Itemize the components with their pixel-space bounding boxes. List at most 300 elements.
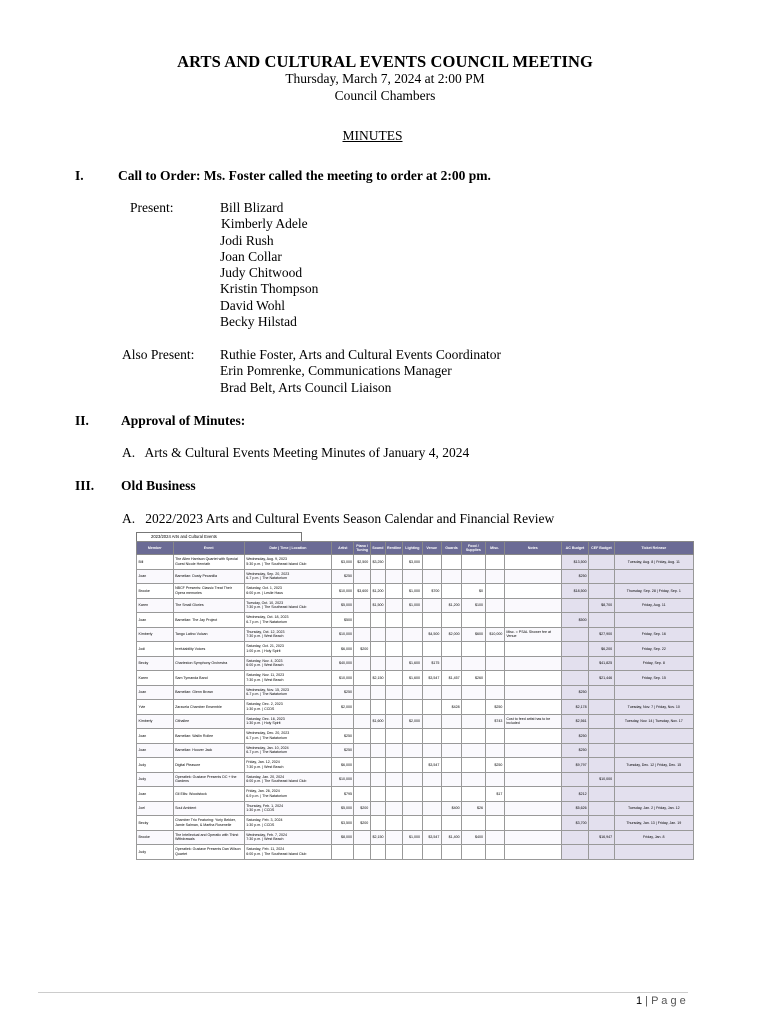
table-cell: $8,700	[589, 598, 614, 613]
table-cell	[589, 787, 614, 802]
table-cell: $5,000	[332, 801, 354, 816]
table-cell	[403, 700, 422, 715]
table-cell: $17	[485, 787, 504, 802]
footer-divider	[38, 992, 688, 993]
table-cell: Barnelian: Glenn Brown	[173, 685, 244, 700]
table-cell: $1,457	[441, 671, 461, 686]
table-row	[137, 569, 694, 584]
table-cell	[370, 656, 385, 671]
table-cell: $250	[332, 685, 354, 700]
table-cell	[462, 569, 485, 584]
table-cell: $3,000	[332, 555, 354, 570]
table-cell: Cithallee	[173, 714, 244, 729]
table-cell	[403, 801, 422, 816]
table-cell	[370, 801, 385, 816]
table-cell	[385, 787, 402, 802]
table-cell	[589, 584, 614, 599]
section-2-item-a: A. Arts & Cultural Events Meeting Minutes of January 4, 2024	[122, 445, 470, 460]
table-cell	[462, 787, 485, 802]
table-cell	[614, 569, 693, 584]
present-name: Joan Collar	[220, 248, 282, 264]
table-cell: $200	[354, 801, 370, 816]
table-cell	[403, 569, 422, 584]
meeting-datetime: Thursday, March 7, 2024 at 2:00 PM	[285, 71, 485, 86]
table-cell	[561, 656, 588, 671]
table-cell: $27,900	[589, 627, 614, 642]
table-cell: $250	[485, 758, 504, 773]
table-row	[137, 555, 694, 570]
section-1-title: Call to Order: Ms. Foster called the meeting to order at 2:00 pm.	[118, 168, 491, 183]
table-cell	[441, 584, 461, 599]
table-cell	[462, 656, 485, 671]
table-cell	[403, 743, 422, 758]
table-cell: Operatiek: Gustave Presents Dan Wilson Quartet	[173, 845, 244, 860]
table-row	[137, 714, 694, 729]
table-cell: $3,547	[422, 830, 441, 845]
table-cell: Kimberly	[137, 627, 174, 642]
table-cell: $2,150	[370, 830, 385, 845]
also-present-name: Brad Belt, Arts Council Liaison	[220, 379, 392, 395]
table-cell	[403, 685, 422, 700]
table-cell: $212	[561, 787, 588, 802]
table-cell: Friday, Jan. 26, 2024 6-9 p.m. | The Natatorium	[244, 787, 331, 802]
table-cell	[385, 613, 402, 628]
table-cell	[422, 555, 441, 570]
table-cell: Saturday, Feb. 3, 2024 1:30 p.m. | CCDS	[244, 816, 331, 831]
table-cell	[504, 598, 561, 613]
table-cell	[354, 729, 370, 744]
table-cell	[403, 642, 422, 657]
table-cell	[504, 743, 561, 758]
table-cell	[441, 787, 461, 802]
table-cell	[370, 845, 385, 860]
table-row	[137, 627, 694, 642]
table-cell: $250	[332, 743, 354, 758]
table-cell: $9,797	[561, 758, 588, 773]
column-header: Rentline	[385, 542, 402, 555]
table-cell: Operatiek: Gustave Presents DC + the Gardens	[173, 772, 244, 787]
table-cell	[485, 729, 504, 744]
table-cell	[485, 772, 504, 787]
table-cell: Joel	[137, 801, 174, 816]
table-row	[137, 729, 694, 744]
table-cell	[370, 743, 385, 758]
table-cell: Saturday, Dec. 2, 2023 1:30 p.m. | CCDS	[244, 700, 331, 715]
table-cell: Tuesday, Jan. 2 | Friday, Jan. 12	[614, 801, 693, 816]
table-cell	[354, 700, 370, 715]
table-cell: $250	[561, 569, 588, 584]
table-cell	[370, 569, 385, 584]
table-cell	[561, 830, 588, 845]
table-cell	[504, 816, 561, 831]
column-header: Guards	[441, 542, 461, 555]
table-cell	[589, 569, 614, 584]
table-cell: $100	[462, 598, 485, 613]
also-present-list	[220, 347, 501, 396]
table-row	[137, 758, 694, 773]
table-cell	[385, 816, 402, 831]
table-cell	[354, 598, 370, 613]
table-cell: $2,000	[332, 700, 354, 715]
table-cell: $10,000	[332, 671, 354, 686]
table-cell: $175	[422, 656, 441, 671]
table-cell	[441, 613, 461, 628]
column-header: Member	[137, 542, 174, 555]
table-cell	[504, 801, 561, 816]
table-cell	[462, 845, 485, 860]
table-cell: Joan	[137, 729, 174, 744]
table-cell	[385, 671, 402, 686]
table-row	[137, 801, 694, 816]
events-table-wrapper	[136, 532, 694, 860]
table-cell	[504, 671, 561, 686]
table-cell: The Allen Harrison Quartet with Special Guest Nicole Henriath	[173, 555, 244, 570]
table-cell	[354, 685, 370, 700]
table-cell: $250	[332, 569, 354, 584]
column-header: Venue	[422, 542, 441, 555]
table-cell	[422, 598, 441, 613]
table-cell	[485, 584, 504, 599]
table-cell	[441, 772, 461, 787]
table-cell	[504, 845, 561, 860]
table-cell: Friday, Sep. 22	[614, 642, 693, 657]
table-cell	[422, 714, 441, 729]
table-cell	[403, 787, 422, 802]
table-row	[137, 671, 694, 686]
table-cell	[354, 758, 370, 773]
table-cell	[354, 743, 370, 758]
table-cell: Saturday, Feb. 11, 2024 6:00 p.m. | The Southeast Island Club	[244, 845, 331, 860]
table-cell	[370, 816, 385, 831]
table-cell: $10,000	[589, 772, 614, 787]
table-cell: $1,000	[403, 598, 422, 613]
table-row	[137, 613, 694, 628]
table-cell	[441, 642, 461, 657]
table-cell: Wednesday, Jan. 10, 2024 6-7 p.m. | The Natatorium	[244, 743, 331, 758]
table-cell: $1,200	[370, 584, 385, 599]
table-cell: $400	[462, 830, 485, 845]
table-row	[137, 584, 694, 599]
table-cell: $1,600	[403, 656, 422, 671]
table-cell: $3,547	[422, 758, 441, 773]
table-cell: $600	[462, 627, 485, 642]
table-cell: Judy	[137, 845, 174, 860]
column-header: Misc.	[485, 542, 504, 555]
table-cell: Soul Ambient	[173, 801, 244, 816]
table-cell: Friday, Sep. 16	[614, 627, 693, 642]
table-cell: Irrefutability Voices	[173, 642, 244, 657]
table-cell: $13,500	[561, 555, 588, 570]
table-cell	[354, 671, 370, 686]
table-cell	[561, 598, 588, 613]
table-cell: Wednesday, Dec. 20, 2023 6-7 p.m. | The Natatorium	[244, 729, 331, 744]
column-header: Sound	[370, 542, 385, 555]
table-cell	[332, 845, 354, 860]
table-cell: $250	[561, 685, 588, 700]
table-cell: Zarzuela Chamber Ensemble	[173, 700, 244, 715]
table-cell	[462, 714, 485, 729]
table-cell	[462, 758, 485, 773]
table-cell	[485, 569, 504, 584]
table-cell	[370, 642, 385, 657]
table-cell: $743	[485, 714, 504, 729]
table-row	[137, 685, 694, 700]
table-cell	[354, 772, 370, 787]
table-cell	[504, 758, 561, 773]
table-cell: Saturday, Nov. 11, 2023 7:30 p.m. | West Beach	[244, 671, 331, 686]
table-cell: $10,000	[332, 772, 354, 787]
table-cell	[370, 787, 385, 802]
table-cell	[441, 758, 461, 773]
table-cell: Judy	[137, 758, 174, 773]
column-header: Food / Supplies	[462, 542, 485, 555]
also-present-name: Erin Pomrenke, Communications Manager	[220, 363, 452, 379]
table-cell	[422, 569, 441, 584]
table-cell	[385, 584, 402, 599]
table-cell	[462, 685, 485, 700]
table-cell: $3,547	[422, 671, 441, 686]
table-row	[137, 700, 694, 715]
table-cell: $6,200	[589, 642, 614, 657]
table-cell	[370, 627, 385, 642]
table-cell	[589, 613, 614, 628]
table-cell: $10,000	[332, 584, 354, 599]
table-cell	[385, 743, 402, 758]
table-cell	[504, 642, 561, 657]
table-cell	[589, 555, 614, 570]
table-cell	[354, 830, 370, 845]
table-cell	[485, 642, 504, 657]
also-present-label: Also Present:	[122, 347, 195, 362]
table-cell: Saturday, Nov. 4, 2023 6:00 p.m. | West Beach	[244, 656, 331, 671]
minutes-heading: MINUTES	[342, 128, 403, 143]
table-cell	[485, 830, 504, 845]
table-cell	[422, 729, 441, 744]
table-cell	[589, 743, 614, 758]
table-cell: $0	[462, 584, 485, 599]
table-cell: Joan	[137, 743, 174, 758]
table-cell	[385, 700, 402, 715]
table-cell: Jodi	[137, 642, 174, 657]
table-cell	[485, 656, 504, 671]
table-cell	[589, 729, 614, 744]
table-cell	[589, 758, 614, 773]
present-name: Bill Blizard	[220, 200, 284, 215]
events-table-caption: 2023/2024 Arts and Cultural Events	[136, 532, 302, 541]
table-cell	[485, 598, 504, 613]
table-cell	[403, 845, 422, 860]
table-cell	[462, 642, 485, 657]
table-cell: Thursday, Feb. 1, 2024 1:30 p.m. | CCDS	[244, 801, 331, 816]
table-cell	[370, 700, 385, 715]
table-cell: $200	[354, 642, 370, 657]
table-cell	[403, 772, 422, 787]
table-cell	[422, 816, 441, 831]
column-header: Lighting	[403, 542, 422, 555]
table-cell	[370, 758, 385, 773]
section-3-number: III.	[75, 478, 95, 493]
table-cell: $4,500	[422, 627, 441, 642]
table-cell	[589, 700, 614, 715]
table-cell	[354, 845, 370, 860]
table-cell	[403, 729, 422, 744]
table-row	[137, 816, 694, 831]
table-cell: $2,000	[403, 714, 422, 729]
table-cell	[462, 816, 485, 831]
table-row	[137, 642, 694, 657]
table-cell: Saturday, Oct. 1, 2023 6:00 p.m. | Leslie Haus	[244, 584, 331, 599]
table-cell: Brooke	[137, 584, 174, 599]
table-cell: Friday, Jan. 8	[614, 830, 693, 845]
table-cell: The Intellectual and Operatic with Thirst Withdrawals	[173, 830, 244, 845]
table-cell: $700	[422, 584, 441, 599]
table-cell	[422, 772, 441, 787]
table-cell: $1,600	[370, 714, 385, 729]
table-cell: $400	[441, 801, 461, 816]
table-cell	[370, 729, 385, 744]
table-cell	[422, 642, 441, 657]
table-cell: $428	[441, 700, 461, 715]
table-cell	[403, 816, 422, 831]
also-present-name: Ruthie Foster, Arts and Cultural Events Coordinator	[220, 347, 502, 362]
table-cell	[422, 743, 441, 758]
table-cell	[504, 700, 561, 715]
table-cell: $6,000	[332, 642, 354, 657]
table-cell	[614, 845, 693, 860]
table-row	[137, 772, 694, 787]
table-row	[137, 743, 694, 758]
table-cell	[561, 845, 588, 860]
table-cell	[462, 772, 485, 787]
table-cell: Joan	[137, 569, 174, 584]
table-cell: Bill	[137, 555, 174, 570]
table-cell: $250	[332, 729, 354, 744]
table-cell: Friday, Aug. 11	[614, 598, 693, 613]
table-cell	[441, 714, 461, 729]
table-cell: Tuesday, Dec. 12 | Friday, Dec. 15	[614, 758, 693, 773]
present-list	[220, 200, 318, 330]
section-1-number: I.	[75, 168, 84, 183]
table-cell	[403, 627, 422, 642]
table-cell	[485, 613, 504, 628]
table-cell: Friday, Sep. 8	[614, 656, 693, 671]
table-cell	[385, 656, 402, 671]
table-cell: $1,000	[403, 830, 422, 845]
table-cell: Karen	[137, 671, 174, 686]
table-cell: $21,446	[589, 671, 614, 686]
table-cell: $16,947	[589, 830, 614, 845]
table-cell: $6,000	[332, 758, 354, 773]
table-row	[137, 656, 694, 671]
column-header: Artist	[332, 542, 354, 555]
table-cell: $1,400	[441, 830, 461, 845]
table-cell: Cost to feed artist has to be included	[504, 714, 561, 729]
table-cell: $3,000	[403, 555, 422, 570]
table-cell	[441, 555, 461, 570]
table-cell	[485, 845, 504, 860]
table-cell: $2,150	[370, 671, 385, 686]
table-cell	[385, 758, 402, 773]
column-header: Event	[173, 542, 244, 555]
table-cell: Judy	[137, 772, 174, 787]
table-cell	[385, 830, 402, 845]
table-cell	[441, 729, 461, 744]
table-cell	[589, 801, 614, 816]
table-cell	[462, 743, 485, 758]
table-cell: $500	[561, 613, 588, 628]
table-cell: Chamber Trio Featuring: Yuriy Bekker, Jamie Salman, & Martha Rosenelle	[173, 816, 244, 831]
table-cell	[441, 569, 461, 584]
table-cell	[462, 700, 485, 715]
table-cell: $1,000	[403, 584, 422, 599]
table-cell: $2,500	[354, 555, 370, 570]
table-cell	[441, 656, 461, 671]
table-cell: Barnelian: Dusty Pecanilla	[173, 569, 244, 584]
table-cell	[614, 787, 693, 802]
table-cell	[422, 613, 441, 628]
table-cell	[561, 772, 588, 787]
table-cell	[485, 555, 504, 570]
table-cell: $5,000	[332, 598, 354, 613]
table-cell	[354, 569, 370, 584]
table-cell: Saturday, Oct. 21, 2023 1:00 p.m. | Holy Spirit	[244, 642, 331, 657]
table-cell	[504, 613, 561, 628]
table-cell	[385, 555, 402, 570]
table-cell: Charleston Symphony Orchestra	[173, 656, 244, 671]
table-cell: Friday, Jan. 12, 2024 7:30 p.m. | West Beach	[244, 758, 331, 773]
table-cell	[332, 714, 354, 729]
table-cell	[504, 569, 561, 584]
table-cell: $2,178	[561, 700, 588, 715]
table-cell: $10,000	[485, 627, 504, 642]
table-cell: Friday, Sep. 15	[614, 671, 693, 686]
table-cell	[462, 555, 485, 570]
table-cell	[485, 743, 504, 758]
table-cell	[385, 801, 402, 816]
table-cell	[504, 830, 561, 845]
table-cell	[462, 729, 485, 744]
table-cell: Barnelian: The Jay Project	[173, 613, 244, 628]
table-cell	[441, 845, 461, 860]
table-cell	[589, 816, 614, 831]
table-cell	[403, 613, 422, 628]
table-cell: $8,000	[332, 830, 354, 845]
table-cell: Barnelian: Hoover Jack	[173, 743, 244, 758]
table-cell	[370, 685, 385, 700]
table-cell	[614, 685, 693, 700]
table-cell	[441, 743, 461, 758]
table-cell: Tuesday, Nov. 7 | Friday, Nov. 10	[614, 700, 693, 715]
table-cell	[589, 685, 614, 700]
table-cell: $3,500	[332, 816, 354, 831]
table-cell	[504, 555, 561, 570]
table-cell: Becky	[137, 816, 174, 831]
table-cell	[422, 787, 441, 802]
table-cell: Thursday, Jan. 13 | Friday, Jan. 19	[614, 816, 693, 831]
table-cell	[561, 627, 588, 642]
table-cell	[504, 772, 561, 787]
table-cell: $500	[332, 613, 354, 628]
table-row	[137, 787, 694, 802]
table-cell	[422, 700, 441, 715]
table-cell: $1,500	[370, 598, 385, 613]
table-cell	[354, 714, 370, 729]
table-cell	[385, 598, 402, 613]
table-cell	[504, 584, 561, 599]
column-header: Notes	[504, 542, 561, 555]
table-cell	[385, 714, 402, 729]
table-cell	[614, 743, 693, 758]
